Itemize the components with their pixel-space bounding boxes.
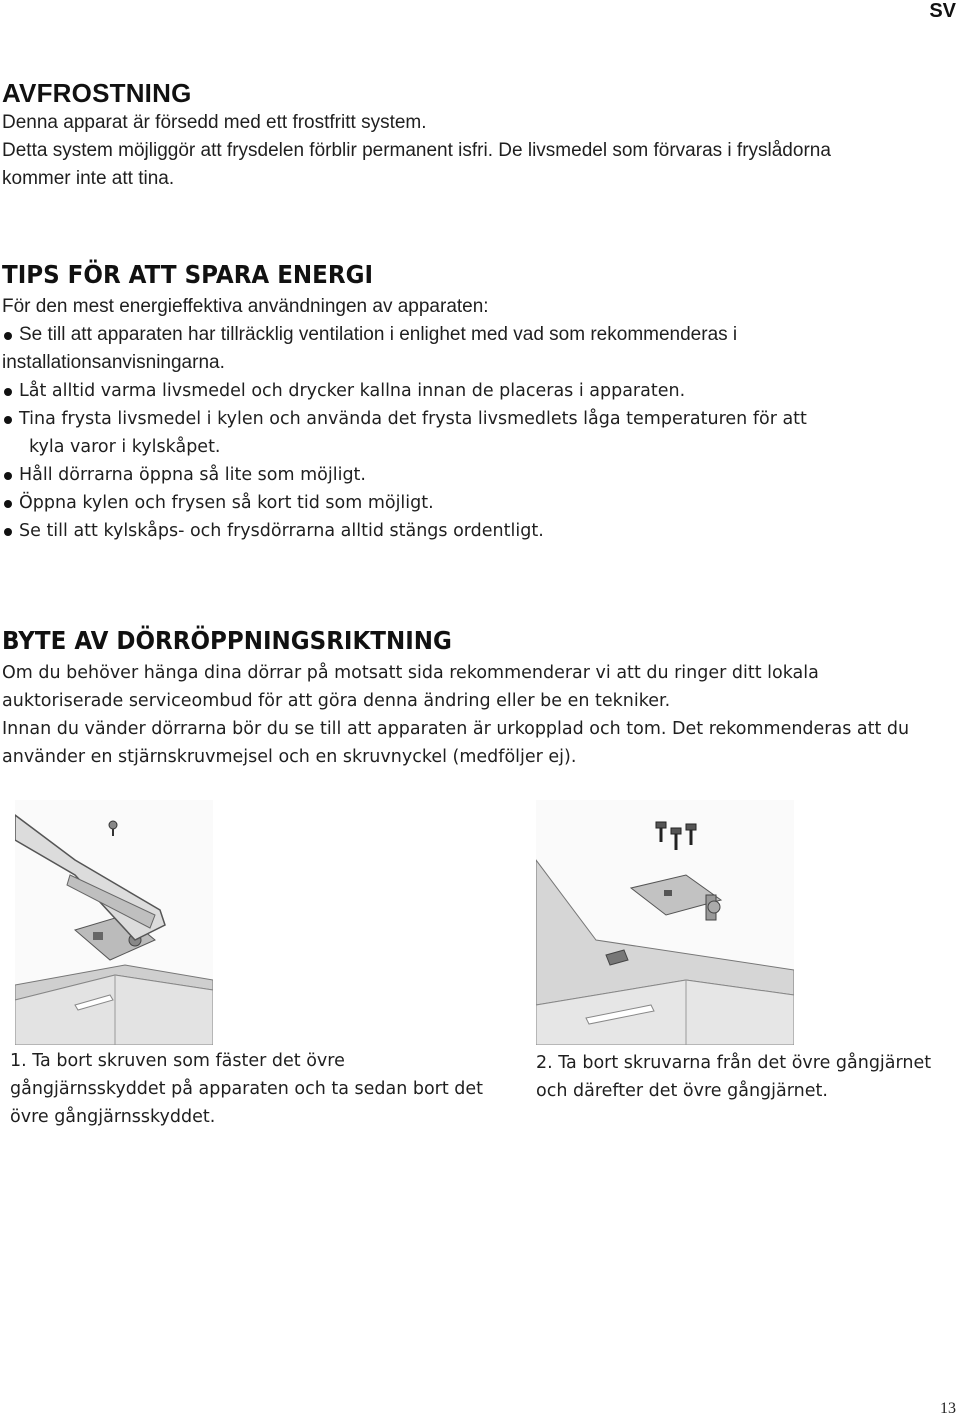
list-item (2, 489, 952, 517)
energy-tips-list-b (2, 377, 952, 545)
list-item (2, 461, 952, 489)
caption-line: gångjärnsskyddet på apparaten och ta sedan bort det (10, 1079, 484, 1099)
list-item-continuation: installationsanvisningarna. (2, 352, 225, 373)
caption-line: övre gångjärnsskyddet. (10, 1107, 216, 1127)
energy-tips-section (2, 260, 952, 545)
list-item (2, 377, 952, 405)
caption-line: 2. Ta bort skruvarna från det övre gångjärnet (536, 1053, 932, 1073)
defrost-line: Denna apparat är försedd med ett frostfritt system. (2, 112, 427, 133)
list-item-text: Öppna kylen och frysen så kort tid som möjligt. (19, 493, 434, 513)
caption-line: 1. Ta bort skruven som fäster det övre (10, 1051, 345, 1071)
list-item-text: Håll dörrarna öppna så lite som möjligt. (19, 465, 366, 485)
door-line: auktoriserade serviceombud för att göra denna ändring eller be en tekniker. (2, 691, 671, 711)
step-2-caption (536, 1049, 956, 1105)
language-code: SV (929, 0, 956, 22)
door-line: Om du behöver hänga dina dörrar på motsatt sida rekommenderar vi att du ringer ditt lokala (2, 663, 819, 683)
list-item (2, 321, 952, 349)
door-reversal-section (2, 626, 952, 771)
list-item-text: Tina frysta livsmedel i kylen och använda det frysta livsmedlets låga temperaturen för att (19, 409, 807, 429)
defrost-line: kommer inte att tina. (2, 168, 175, 189)
energy-tips-list-a (2, 321, 952, 349)
defrost-line: Detta system möjliggör att frysdelen förblir permanent isfri. De livsmedel som förvaras i fryslådorna (2, 140, 831, 161)
hinge-removal-drawing (536, 800, 794, 1045)
list-item-text: Se till att kylskåps- och frysdörrarna alltid stängs ordentligt. (19, 521, 544, 541)
door-line: Innan du vänder dörrarna bör du se till att apparaten är urkopplad och tom. Det rekommenderas att du (2, 719, 910, 739)
list-item-text: Låt alltid varma livsmedel och drycker kallna innan de placeras i apparaten. (19, 381, 686, 401)
step-1-caption (10, 1047, 510, 1131)
list-item-continuation: kyla varor i kylskåpet. (29, 437, 221, 457)
hinge-removal-illustration (536, 800, 794, 1045)
defrost-section (2, 78, 952, 193)
caption-line: och därefter det övre gångjärnet. (536, 1081, 828, 1101)
defrost-heading: AVFROSTNING (2, 78, 192, 108)
list-item (2, 517, 952, 545)
hinge-cover-drawing (15, 800, 213, 1045)
hinge-cover-illustration (15, 800, 213, 1045)
energy-tips-heading: TIPS FÖR ATT SPARA ENERGI (2, 260, 374, 289)
page-number: 13 (940, 1400, 956, 1417)
list-item (2, 405, 952, 461)
door-line: använder en stjärnskruvmejsel och en skruvnyckel (medföljer ej). (2, 747, 577, 767)
energy-tips-intro: För den mest energieffektiva användningen av apparaten: (2, 296, 489, 317)
door-reversal-heading: BYTE AV DÖRRÖPPNINGSRIKTNING (2, 626, 452, 655)
list-item-text: Se till att apparaten har tillräcklig ventilation i enlighet med vad som rekommenderas i (19, 324, 738, 345)
